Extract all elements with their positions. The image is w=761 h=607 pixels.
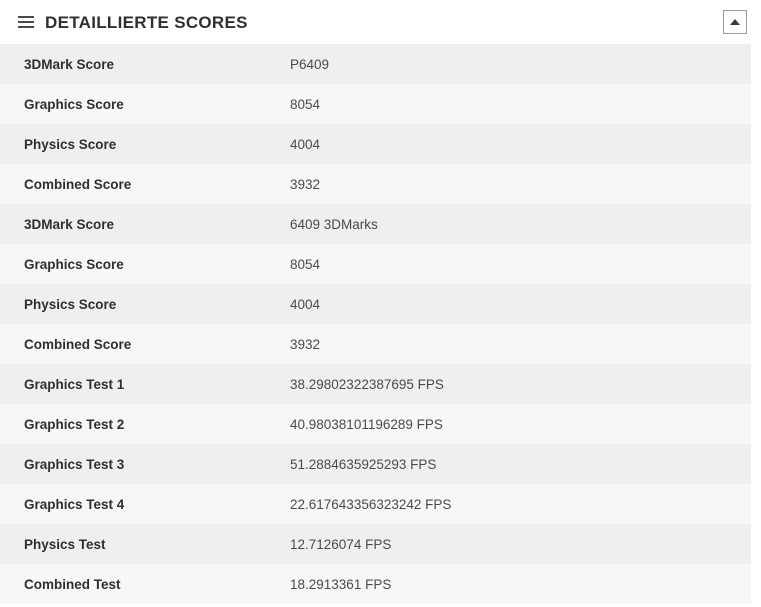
row-value [290,44,751,84]
row-gutter [751,444,761,484]
row-value [290,364,751,404]
scores-table-body [0,44,761,604]
row-value-text: 3932 [290,176,321,192]
row-value [290,404,751,444]
table-row [0,204,761,244]
row-gutter [751,284,761,324]
row-value-text: 8054 [290,96,321,112]
row-label-text: Graphics Test 2 [24,416,125,432]
row-value [290,524,751,564]
row-gutter [751,324,761,364]
row-value [290,124,751,164]
row-label-text: Physics Test [24,536,106,552]
row-value-text: 3932 [290,336,321,352]
table-row [0,524,761,564]
row-label [0,164,290,204]
table-row [0,484,761,524]
row-value-text: 40.98038101196289 FPS [290,416,443,432]
table-row [0,564,761,604]
row-gutter [751,364,761,404]
scores-table [0,44,761,604]
row-value-text: 38.29802322387695 FPS [290,376,444,392]
row-value [290,484,751,524]
row-gutter [751,244,761,284]
table-row [0,404,761,444]
row-label-text: Graphics Score [24,256,124,272]
row-label-text: Graphics Test 1 [24,376,125,392]
row-label [0,524,290,564]
row-value-text: 18.2913361 FPS [290,576,392,592]
row-value [290,204,751,244]
row-label [0,404,290,444]
row-value [290,84,751,124]
row-label-text: Graphics Test 4 [24,496,125,512]
row-value [290,444,751,484]
row-value [290,564,751,604]
row-gutter [751,84,761,124]
row-label-text: Combined Score [24,336,132,352]
row-value-text: 6409 3DMarks [290,216,378,232]
row-label-text: Combined Test [24,576,121,592]
row-value-text: 51.2884635925293 FPS [290,456,437,472]
table-row [0,164,761,204]
row-gutter [751,404,761,444]
table-row [0,244,761,284]
table-row [0,284,761,324]
row-gutter [751,484,761,524]
row-gutter [751,164,761,204]
row-value [290,324,751,364]
row-value-text: 4004 [290,296,321,312]
table-row [0,44,761,84]
row-value-text: 22.617643356323242 FPS [290,496,452,512]
page-title: DETAILLIERTE SCORES [45,13,248,31]
row-label [0,44,290,84]
row-label [0,444,290,484]
row-gutter [751,44,761,84]
panel-header [0,0,761,44]
table-row [0,324,761,364]
row-value-text: 4004 [290,136,321,152]
row-gutter [751,124,761,164]
row-label-text: Physics Score [24,136,117,152]
collapse-panel-button[interactable] [723,10,747,34]
row-value [290,164,751,204]
row-label-text: Graphics Score [24,96,124,112]
hamburger-icon[interactable] [18,16,34,28]
row-value-text: 8054 [290,256,321,272]
row-label [0,244,290,284]
table-row [0,444,761,484]
chevron-up-icon [730,19,740,25]
row-gutter [751,204,761,244]
table-row [0,124,761,164]
table-row [0,364,761,404]
row-label [0,484,290,524]
row-label [0,84,290,124]
row-label-text: 3DMark Score [24,216,115,232]
row-gutter [751,564,761,604]
table-row [0,84,761,124]
row-label-text: Physics Score [24,296,117,312]
row-label [0,124,290,164]
row-value-text: 12.7126074 FPS [290,536,392,552]
row-label [0,204,290,244]
row-label [0,364,290,404]
row-label-text: 3DMark Score [24,56,115,72]
row-label-text: Combined Score [24,176,132,192]
row-gutter [751,524,761,564]
row-value-text: P6409 [290,56,330,72]
row-value [290,284,751,324]
row-label [0,324,290,364]
row-label-text: Graphics Test 3 [24,456,125,472]
row-value [290,244,751,284]
row-label [0,284,290,324]
row-label [0,564,290,604]
